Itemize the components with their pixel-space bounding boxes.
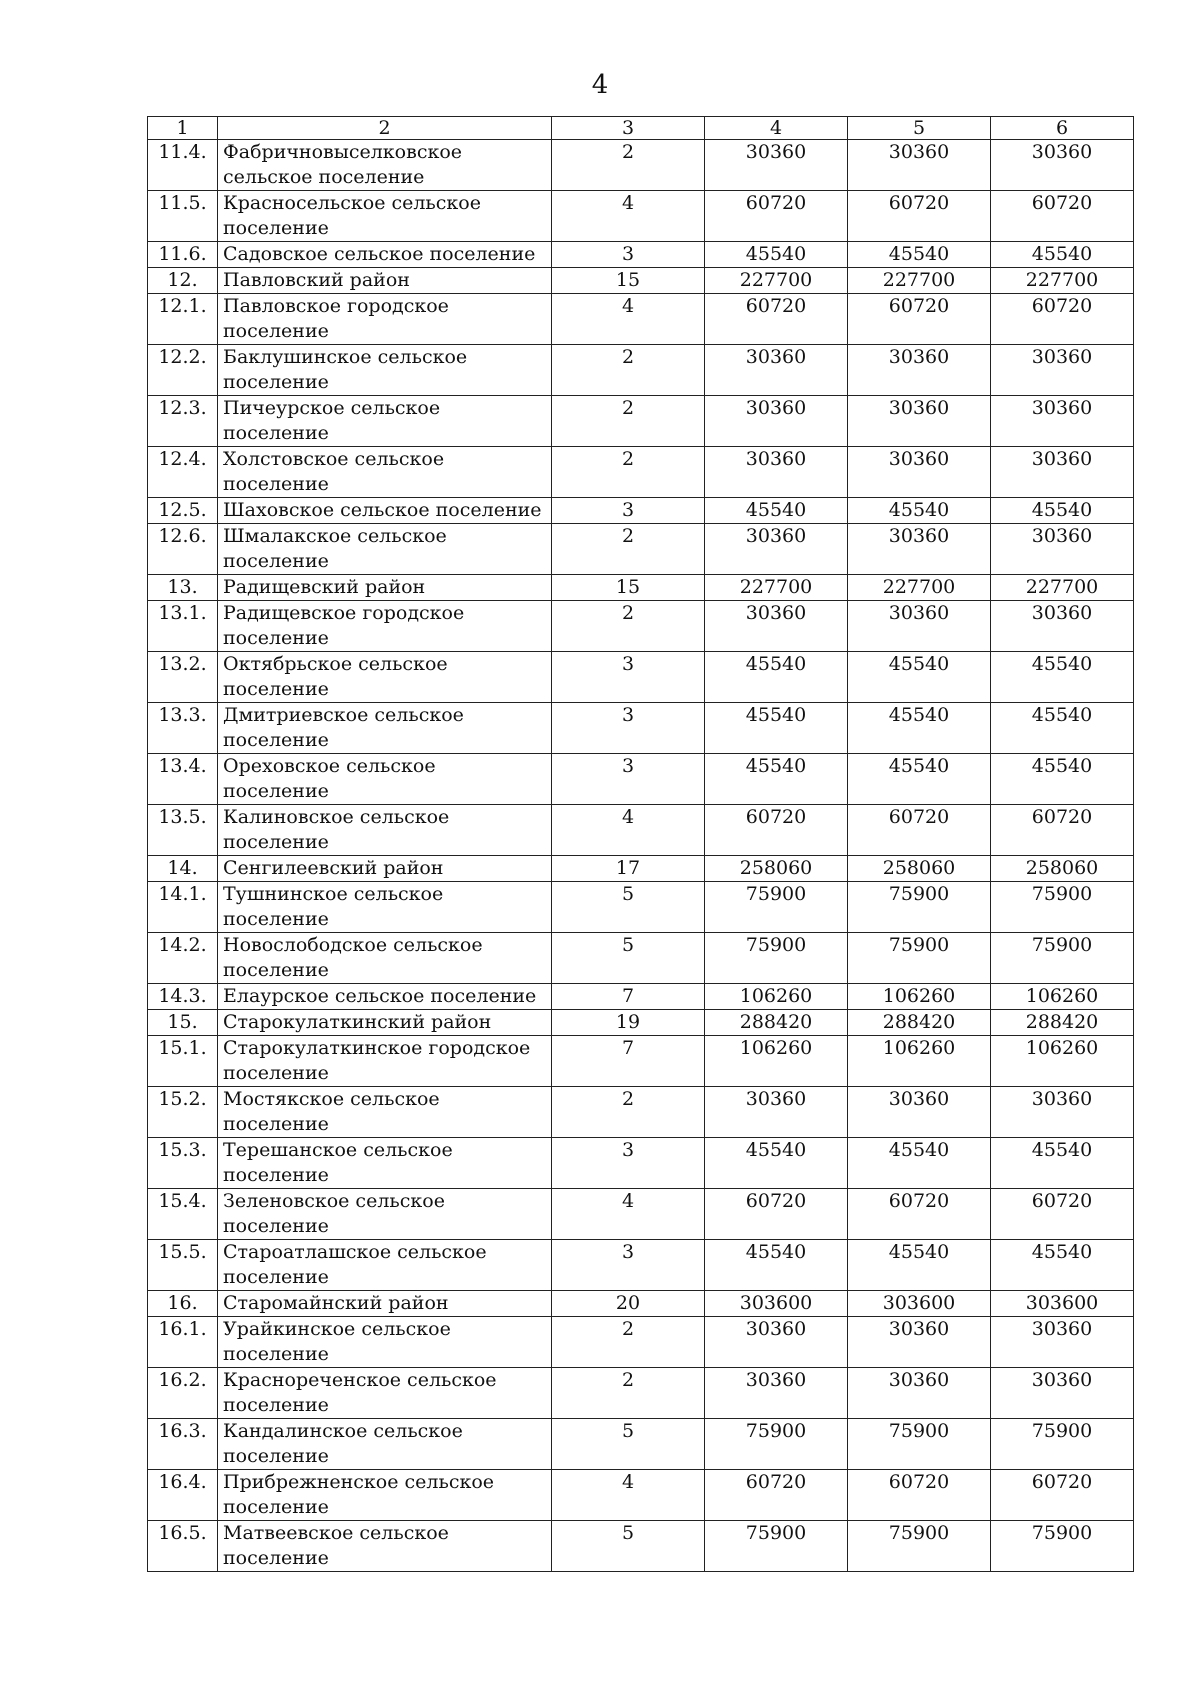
column-3-cell: 4 — [552, 1189, 705, 1240]
column-5-cell: 30360 — [848, 447, 991, 498]
municipality-name-cell: Матвеевское сельское поселение — [218, 1521, 552, 1572]
table-row — [148, 1036, 1134, 1087]
header-cell-6: 6 — [991, 117, 1134, 140]
municipality-name-cell: Фабричновыселковское сельское поселение — [218, 140, 552, 191]
column-5-cell: 30360 — [848, 524, 991, 575]
column-5-cell: 106260 — [848, 984, 991, 1010]
column-3-cell: 2 — [552, 601, 705, 652]
column-6-cell: 45540 — [991, 242, 1134, 268]
table-row — [148, 191, 1134, 242]
table-row — [148, 1521, 1134, 1572]
municipality-name-cell: Радищевское городское поселение — [218, 601, 552, 652]
column-5-cell: 75900 — [848, 1419, 991, 1470]
table-row — [148, 575, 1134, 601]
column-3-cell: 2 — [552, 1317, 705, 1368]
column-4-cell: 30360 — [705, 601, 848, 652]
column-3-cell: 2 — [552, 140, 705, 191]
page-number: 4 — [591, 70, 609, 100]
table-row — [148, 498, 1134, 524]
column-5-cell: 75900 — [848, 1521, 991, 1572]
column-5-cell: 30360 — [848, 345, 991, 396]
column-3-cell: 4 — [552, 1470, 705, 1521]
row-number-cell: 13.3. — [148, 703, 218, 754]
column-5-cell: 45540 — [848, 242, 991, 268]
row-number-cell: 13.4. — [148, 754, 218, 805]
column-5-cell: 45540 — [848, 1138, 991, 1189]
header-cell-1: 1 — [148, 117, 218, 140]
column-3-cell: 3 — [552, 1240, 705, 1291]
column-3-cell: 4 — [552, 805, 705, 856]
column-6-cell: 106260 — [991, 984, 1134, 1010]
header-row — [148, 117, 1134, 140]
column-3-cell: 3 — [552, 242, 705, 268]
header-cell-5: 5 — [848, 117, 991, 140]
column-3-cell: 2 — [552, 345, 705, 396]
municipality-name-cell: Шаховское сельское поселение — [218, 498, 552, 524]
municipality-name-cell: Павловский район — [218, 268, 552, 294]
column-3-cell: 2 — [552, 447, 705, 498]
column-5-cell: 45540 — [848, 754, 991, 805]
table-row — [148, 524, 1134, 575]
municipality-name-cell: Прибрежненское сельское поселение — [218, 1470, 552, 1521]
row-number-cell: 15.3. — [148, 1138, 218, 1189]
column-3-cell: 3 — [552, 498, 705, 524]
column-4-cell: 288420 — [705, 1010, 848, 1036]
table-row — [148, 242, 1134, 268]
column-3-cell: 4 — [552, 294, 705, 345]
table-row — [148, 1419, 1134, 1470]
table-row — [148, 396, 1134, 447]
column-3-cell: 3 — [552, 754, 705, 805]
row-number-cell: 16.4. — [148, 1470, 218, 1521]
column-5-cell: 75900 — [848, 933, 991, 984]
municipality-name-cell: Кандалинское сельское поселение — [218, 1419, 552, 1470]
column-6-cell: 30360 — [991, 524, 1134, 575]
municipality-name-cell: Ореховское сельское поселение — [218, 754, 552, 805]
column-6-cell: 45540 — [991, 1240, 1134, 1291]
column-3-cell: 2 — [552, 396, 705, 447]
column-4-cell: 227700 — [705, 575, 848, 601]
row-number-cell: 12.5. — [148, 498, 218, 524]
column-6-cell: 30360 — [991, 345, 1134, 396]
column-5-cell: 106260 — [848, 1036, 991, 1087]
column-5-cell: 303600 — [848, 1291, 991, 1317]
municipality-name-cell: Тушнинское сельское поселение — [218, 882, 552, 933]
column-4-cell: 258060 — [705, 856, 848, 882]
municipality-name-cell: Холстовское сельское поселение — [218, 447, 552, 498]
municipality-name-cell: Шмалакское сельское поселение — [218, 524, 552, 575]
municipality-name-cell: Сенгилеевский район — [218, 856, 552, 882]
row-number-cell: 12.1. — [148, 294, 218, 345]
column-6-cell: 227700 — [991, 268, 1134, 294]
column-4-cell: 60720 — [705, 1470, 848, 1521]
allocation-table — [147, 116, 1134, 1572]
row-number-cell: 16.2. — [148, 1368, 218, 1419]
column-4-cell: 45540 — [705, 754, 848, 805]
column-6-cell: 60720 — [991, 191, 1134, 242]
column-5-cell: 75900 — [848, 882, 991, 933]
row-number-cell: 13. — [148, 575, 218, 601]
table-row — [148, 1291, 1134, 1317]
column-4-cell: 30360 — [705, 140, 848, 191]
row-number-cell: 12.3. — [148, 396, 218, 447]
table-row — [148, 754, 1134, 805]
column-6-cell: 288420 — [991, 1010, 1134, 1036]
row-number-cell: 16.5. — [148, 1521, 218, 1572]
column-5-cell: 60720 — [848, 805, 991, 856]
column-3-cell: 5 — [552, 882, 705, 933]
row-number-cell: 14.3. — [148, 984, 218, 1010]
column-4-cell: 75900 — [705, 882, 848, 933]
column-4-cell: 303600 — [705, 1291, 848, 1317]
table-row — [148, 345, 1134, 396]
row-number-cell: 14.1. — [148, 882, 218, 933]
column-3-cell: 5 — [552, 1521, 705, 1572]
column-6-cell: 60720 — [991, 1189, 1134, 1240]
column-5-cell: 227700 — [848, 575, 991, 601]
row-number-cell: 15.4. — [148, 1189, 218, 1240]
table-row — [148, 294, 1134, 345]
column-4-cell: 30360 — [705, 447, 848, 498]
row-number-cell: 15.2. — [148, 1087, 218, 1138]
municipality-name-cell: Старомайнский район — [218, 1291, 552, 1317]
table-row — [148, 984, 1134, 1010]
column-6-cell: 227700 — [991, 575, 1134, 601]
column-3-cell: 5 — [552, 933, 705, 984]
column-5-cell: 60720 — [848, 294, 991, 345]
row-number-cell: 11.6. — [148, 242, 218, 268]
municipality-name-cell: Новослободское сельское поселение — [218, 933, 552, 984]
row-number-cell: 15. — [148, 1010, 218, 1036]
column-6-cell: 45540 — [991, 754, 1134, 805]
row-number-cell: 13.1. — [148, 601, 218, 652]
column-4-cell: 45540 — [705, 498, 848, 524]
column-6-cell: 258060 — [991, 856, 1134, 882]
column-6-cell: 75900 — [991, 933, 1134, 984]
column-5-cell: 288420 — [848, 1010, 991, 1036]
table-row — [148, 856, 1134, 882]
column-5-cell: 30360 — [848, 601, 991, 652]
column-4-cell: 75900 — [705, 933, 848, 984]
municipality-name-cell: Павловское городское поселение — [218, 294, 552, 345]
row-number-cell: 16.1. — [148, 1317, 218, 1368]
column-4-cell: 45540 — [705, 1138, 848, 1189]
column-3-cell: 2 — [552, 1368, 705, 1419]
column-4-cell: 60720 — [705, 1189, 848, 1240]
column-4-cell: 30360 — [705, 345, 848, 396]
table-row — [148, 882, 1134, 933]
column-5-cell: 45540 — [848, 703, 991, 754]
municipality-name-cell: Терешанское сельское поселение — [218, 1138, 552, 1189]
municipality-name-cell: Елаурское сельское поселение — [218, 984, 552, 1010]
row-number-cell: 11.5. — [148, 191, 218, 242]
column-6-cell: 30360 — [991, 1317, 1134, 1368]
municipality-name-cell: Красносельское сельское поселение — [218, 191, 552, 242]
column-3-cell: 5 — [552, 1419, 705, 1470]
column-6-cell: 60720 — [991, 1470, 1134, 1521]
column-4-cell: 60720 — [705, 294, 848, 345]
column-4-cell: 45540 — [705, 1240, 848, 1291]
column-5-cell: 60720 — [848, 191, 991, 242]
column-6-cell: 45540 — [991, 652, 1134, 703]
column-6-cell: 303600 — [991, 1291, 1134, 1317]
row-number-cell: 12. — [148, 268, 218, 294]
column-6-cell: 45540 — [991, 703, 1134, 754]
column-3-cell: 2 — [552, 1087, 705, 1138]
row-number-cell: 16.3. — [148, 1419, 218, 1470]
column-4-cell: 60720 — [705, 805, 848, 856]
column-6-cell: 60720 — [991, 294, 1134, 345]
municipality-name-cell: Краснореченское сельское поселение — [218, 1368, 552, 1419]
column-6-cell: 30360 — [991, 1368, 1134, 1419]
table-row — [148, 933, 1134, 984]
column-4-cell: 45540 — [705, 242, 848, 268]
row-number-cell: 15.5. — [148, 1240, 218, 1291]
column-5-cell: 30360 — [848, 140, 991, 191]
row-number-cell: 13.2. — [148, 652, 218, 703]
column-3-cell: 15 — [552, 268, 705, 294]
column-4-cell: 30360 — [705, 1087, 848, 1138]
row-number-cell: 12.2. — [148, 345, 218, 396]
municipality-name-cell: Радищевский район — [218, 575, 552, 601]
row-number-cell: 12.4. — [148, 447, 218, 498]
header-cell-3: 3 — [552, 117, 705, 140]
column-5-cell: 60720 — [848, 1189, 991, 1240]
column-6-cell: 60720 — [991, 805, 1134, 856]
column-5-cell: 258060 — [848, 856, 991, 882]
table-row — [148, 140, 1134, 191]
column-4-cell: 30360 — [705, 396, 848, 447]
row-number-cell: 15.1. — [148, 1036, 218, 1087]
column-4-cell: 30360 — [705, 524, 848, 575]
table-row — [148, 601, 1134, 652]
table-row — [148, 703, 1134, 754]
column-5-cell: 30360 — [848, 396, 991, 447]
row-number-cell: 13.5. — [148, 805, 218, 856]
table-row — [148, 1087, 1134, 1138]
column-4-cell: 75900 — [705, 1419, 848, 1470]
column-5-cell: 227700 — [848, 268, 991, 294]
column-4-cell: 75900 — [705, 1521, 848, 1572]
column-5-cell: 45540 — [848, 498, 991, 524]
column-3-cell: 7 — [552, 984, 705, 1010]
table-row — [148, 1138, 1134, 1189]
row-number-cell: 14.2. — [148, 933, 218, 984]
column-3-cell: 3 — [552, 652, 705, 703]
municipality-name-cell: Калиновское сельское поселение — [218, 805, 552, 856]
column-5-cell: 30360 — [848, 1087, 991, 1138]
municipality-name-cell: Старокулаткинский район — [218, 1010, 552, 1036]
column-5-cell: 60720 — [848, 1470, 991, 1521]
table-row — [148, 268, 1134, 294]
column-6-cell: 75900 — [991, 1419, 1134, 1470]
column-5-cell: 30360 — [848, 1317, 991, 1368]
row-number-cell: 16. — [148, 1291, 218, 1317]
table-row — [148, 1470, 1134, 1521]
column-3-cell: 4 — [552, 191, 705, 242]
table-row — [148, 1317, 1134, 1368]
municipality-name-cell: Зеленовское сельское поселение — [218, 1189, 552, 1240]
column-6-cell: 45540 — [991, 498, 1134, 524]
column-3-cell: 20 — [552, 1291, 705, 1317]
column-3-cell: 7 — [552, 1036, 705, 1087]
row-number-cell: 12.6. — [148, 524, 218, 575]
column-5-cell: 45540 — [848, 652, 991, 703]
municipality-name-cell: Октябрьское сельское поселение — [218, 652, 552, 703]
column-5-cell: 45540 — [848, 1240, 991, 1291]
column-4-cell: 106260 — [705, 1036, 848, 1087]
column-4-cell: 30360 — [705, 1368, 848, 1419]
column-4-cell: 30360 — [705, 1317, 848, 1368]
table-row — [148, 652, 1134, 703]
column-3-cell: 2 — [552, 524, 705, 575]
column-6-cell: 30360 — [991, 601, 1134, 652]
column-6-cell: 30360 — [991, 396, 1134, 447]
table-row — [148, 1189, 1134, 1240]
column-4-cell: 227700 — [705, 268, 848, 294]
column-4-cell: 45540 — [705, 703, 848, 754]
municipality-name-cell: Мостякское сельское поселение — [218, 1087, 552, 1138]
column-6-cell: 30360 — [991, 447, 1134, 498]
column-4-cell: 45540 — [705, 652, 848, 703]
municipality-name-cell: Пичеурское сельское поселение — [218, 396, 552, 447]
municipality-name-cell: Старокулаткинское городское поселение — [218, 1036, 552, 1087]
column-3-cell: 15 — [552, 575, 705, 601]
municipality-name-cell: Дмитриевское сельское поселение — [218, 703, 552, 754]
header-cell-2: 2 — [218, 117, 552, 140]
column-5-cell: 30360 — [848, 1368, 991, 1419]
column-3-cell: 17 — [552, 856, 705, 882]
column-3-cell: 3 — [552, 703, 705, 754]
municipality-name-cell: Баклушинское сельское поселение — [218, 345, 552, 396]
header-cell-4: 4 — [705, 117, 848, 140]
column-3-cell: 19 — [552, 1010, 705, 1036]
table-row — [148, 1368, 1134, 1419]
column-6-cell: 75900 — [991, 882, 1134, 933]
table-row — [148, 805, 1134, 856]
column-6-cell: 75900 — [991, 1521, 1134, 1572]
table-row — [148, 1240, 1134, 1291]
municipality-name-cell: Староатлашское сельское поселение — [218, 1240, 552, 1291]
municipality-name-cell: Садовское сельское поселение — [218, 242, 552, 268]
column-6-cell: 45540 — [991, 1138, 1134, 1189]
row-number-cell: 11.4. — [148, 140, 218, 191]
column-4-cell: 60720 — [705, 191, 848, 242]
column-3-cell: 3 — [552, 1138, 705, 1189]
table-row — [148, 1010, 1134, 1036]
column-6-cell: 30360 — [991, 140, 1134, 191]
column-6-cell: 106260 — [991, 1036, 1134, 1087]
municipality-name-cell: Урайкинское сельское поселение — [218, 1317, 552, 1368]
row-number-cell: 14. — [148, 856, 218, 882]
column-6-cell: 30360 — [991, 1087, 1134, 1138]
table-row — [148, 447, 1134, 498]
column-4-cell: 106260 — [705, 984, 848, 1010]
